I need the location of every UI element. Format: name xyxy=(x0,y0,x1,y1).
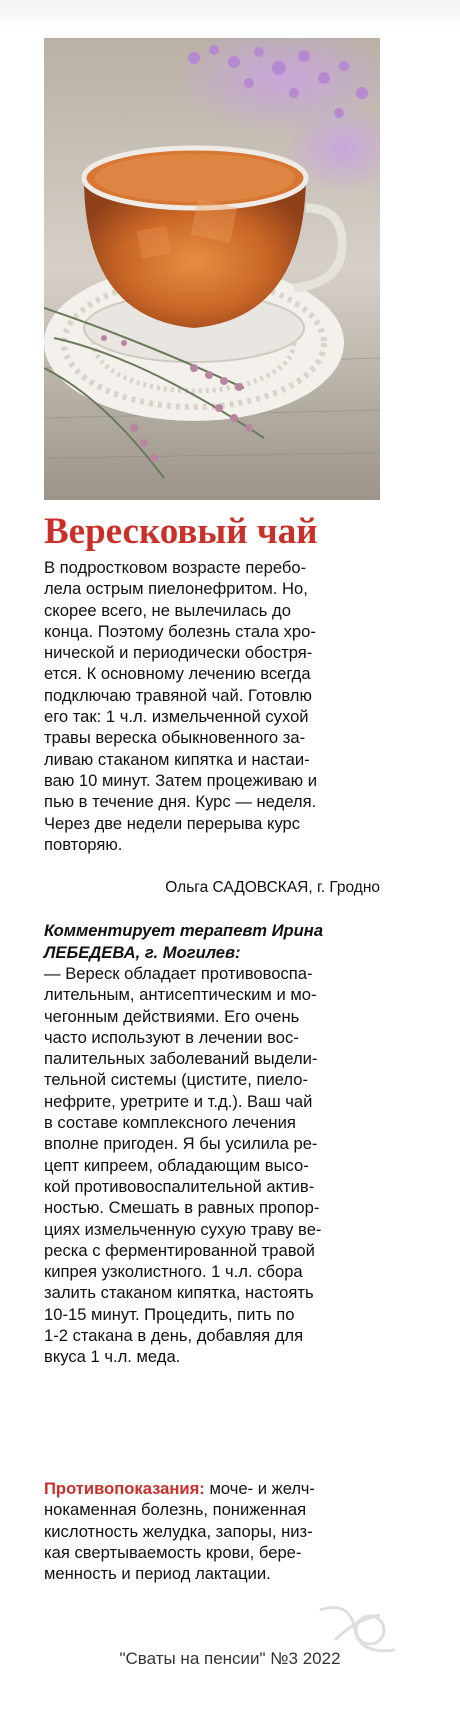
comment-line: 10-15 минут. Процедить, пить по xyxy=(44,1304,295,1324)
contraindications-line: менность и период лактации. xyxy=(44,1564,271,1584)
comment-line: залить стаканом кипятка, настоять xyxy=(44,1283,314,1303)
article-title: Вересковый чай xyxy=(44,511,318,552)
comment-line: вполне пригоден. Я бы усилила ре- xyxy=(44,1134,318,1154)
comment-line: лительным, антисептическим и мо- xyxy=(44,985,317,1005)
comment-line: в составе комплексного лечения xyxy=(44,1113,296,1133)
contraindications-label: Противопоказания: xyxy=(44,1479,205,1498)
contraindications-line: кислотность желудка, запоры, низ- xyxy=(44,1521,313,1541)
contraindications-line: кая свертываемость крови, бере- xyxy=(44,1542,302,1562)
watermark-icon xyxy=(300,1600,410,1660)
reader-story xyxy=(44,557,384,855)
comment-line: вкуса 1 ч.л. меда. xyxy=(44,1347,181,1367)
publication-source: "Сваты на пенсии" №3 2022 xyxy=(119,1649,341,1668)
story-line: ется. К основному лечению всегда xyxy=(44,664,311,684)
story-line: Через две недели перерыва курс xyxy=(44,813,301,833)
contraindications-line: нокаменная болезнь, пониженная xyxy=(44,1500,307,1520)
tea-photo xyxy=(44,38,380,500)
comment-line: цепт кипреем, обладающим высо- xyxy=(44,1155,309,1175)
contraindications-first-line: моче- и желч- xyxy=(204,1479,315,1498)
doctor-comment xyxy=(44,963,384,1368)
story-line: нической и периодически обостря- xyxy=(44,643,313,663)
doctor-comment-heading xyxy=(44,920,384,963)
comment-line: кой противовоспалительной актив- xyxy=(44,1176,315,1196)
top-edge xyxy=(0,0,460,30)
story-line: скорее всего, не вылечилась до xyxy=(44,600,291,620)
story-line: травы вереска обыкновенного за- xyxy=(44,728,306,748)
comment-heading-line: Комментирует терапевт Ирина xyxy=(44,921,324,940)
tea-cup-illustration xyxy=(44,38,380,500)
story-line: повторяю. xyxy=(44,834,123,854)
comment-line: чегонным действиями. Его очень xyxy=(44,1006,300,1026)
comment-line: — Вереск обладает противовоспа- xyxy=(44,964,313,983)
comment-line: палительных заболеваний выдели- xyxy=(44,1049,318,1069)
story-line: ваю 10 минут. Затем процеживаю и xyxy=(44,770,318,790)
story-line: лела острым пиелонефритом. Но, xyxy=(44,579,308,599)
story-line: конца. Поэтому болезнь стала хро- xyxy=(44,621,316,641)
story-line: пью в течение дня. Курс — неделя. xyxy=(44,792,317,812)
comment-line: кипрея узколистного. 1 ч.л. сбора xyxy=(44,1262,303,1282)
contraindications xyxy=(44,1478,384,1584)
author-signature: Ольга САДОВСКАЯ, г. Гродно xyxy=(165,879,380,896)
comment-line: нефрите, уретрите и т.д.). Ваш чай xyxy=(44,1091,313,1111)
comment-heading-line: ЛЕБЕДЕВА, г. Могилев: xyxy=(44,942,241,962)
comment-line: ностью. Смешать в равных пропор- xyxy=(44,1198,320,1218)
comment-line: реска с ферментированной травой xyxy=(44,1240,315,1260)
comment-line: циях измельченную сухую траву ве- xyxy=(44,1219,322,1239)
comment-line: тельной системы (цистите, пиело- xyxy=(44,1070,309,1090)
story-line: подключаю травяной чай. Готовлю xyxy=(44,685,312,705)
comment-line: часто используют в лечении вос- xyxy=(44,1027,299,1047)
comment-line: 1-2 стакана в день, добавляя для xyxy=(44,1326,304,1346)
story-line: его так: 1 ч.л. измельченной сухой xyxy=(44,707,309,727)
story-line: ливаю стаканом кипятка и настаи- xyxy=(44,749,310,769)
story-line: В подростковом возрасте перебо- xyxy=(44,558,307,577)
